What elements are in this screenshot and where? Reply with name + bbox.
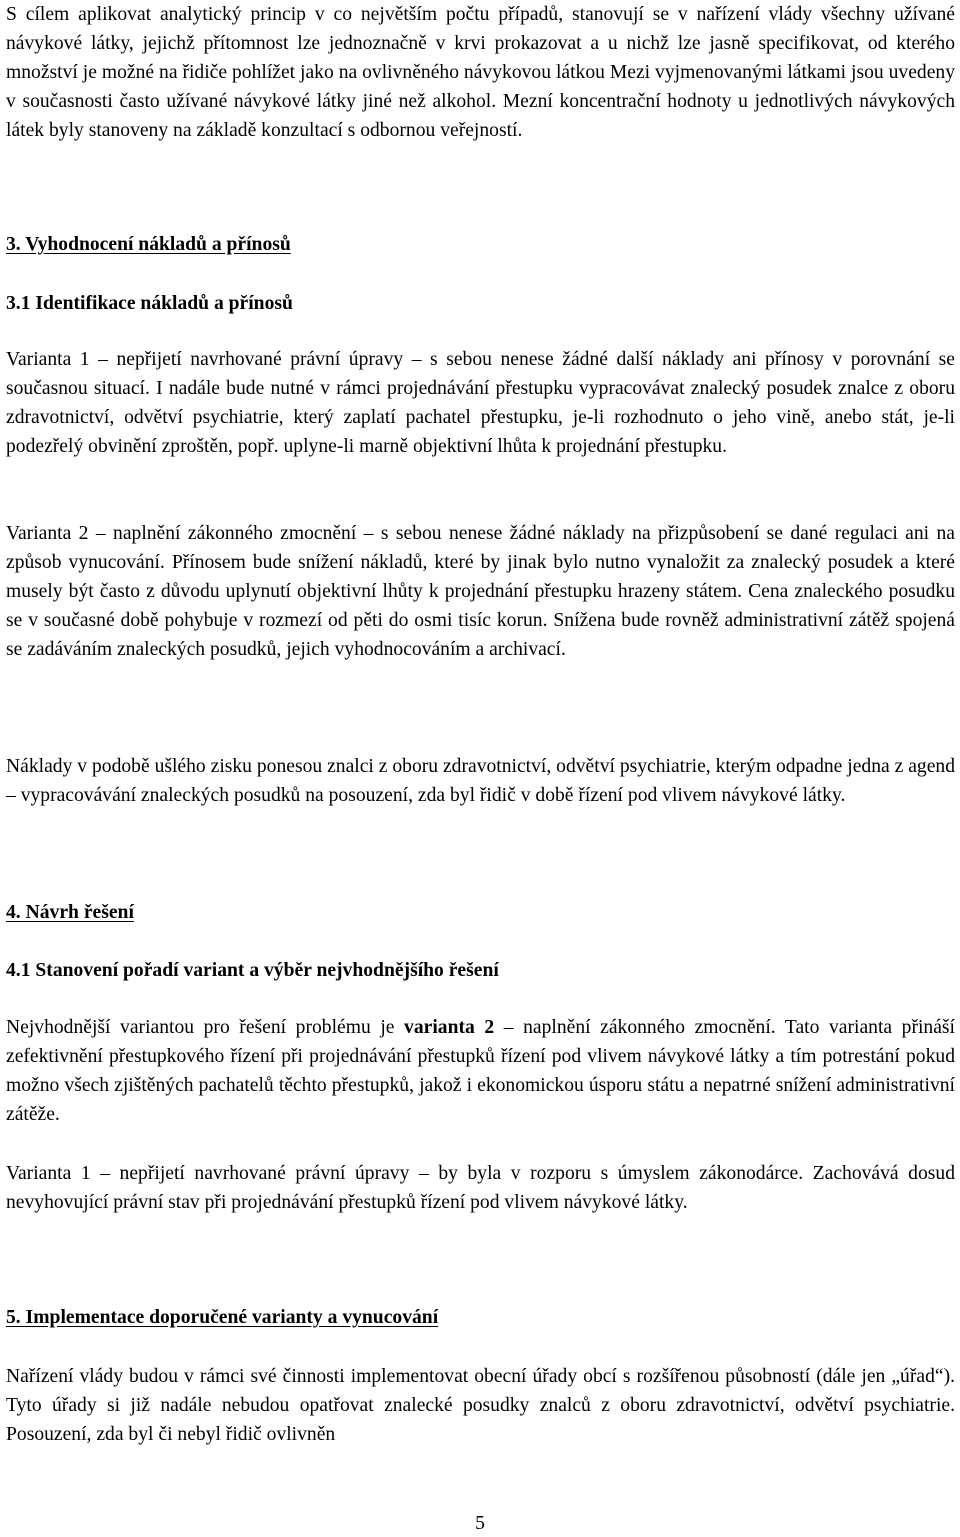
section-4-paragraph-2: Varianta 1 – nepřijetí navrhované právní úpravy – by byla v rozporu s úmyslem zákonodárce. Zachovává dosud nevyhovující právní stav při projednávání přestupků řízení pod vlivem návykové látky. bbox=[6, 1163, 955, 1213]
section-3-paragraph-1: Varianta 1 – nepřijetí navrhované právní úpravy – s sebou nenese žádné další náklady ani přínosy v porovnání se současnou situací. I nadále bude nutné v rámci projednávání přestupku vypracovávat znalecký posudek znalce z oboru zdravotnictví, odvětví psychiatrie, který zaplatí pachatel přestupku, je-li rozhodnuto o jeho vině, anebo stát, je-li podezřelý obvinění zproštěn, popř. uplyne-li marně objektivní lhůta k projednání přestupku. bbox=[6, 349, 955, 457]
recommended-variant: varianta 2 bbox=[404, 1017, 495, 1038]
page-number: 5 bbox=[475, 1513, 485, 1534]
section-3-paragraph-3: Náklady v podobě ušlého zisku ponesou znalci z oboru zdravotnictví, odvětví psychiatrie, kterým odpadne jedna z agend – vypracovávání znaleckých posudků na posouzení, zda byl řidič v době řízení pod vlivem návykové látky. bbox=[6, 756, 955, 806]
section-3-paragraph-2: Varianta 2 – naplnění zákonného zmocnění – s sebou nenese žádné náklady na přizpůsobení se dané regulaci ani na způsob vynucování. Přínosem bude snížení nákladů, které by jinak bylo nutno vynaložit za znalecký posudek a které musely být často z důvodu uplynutí objektivní lhůty k projednání přestupku hrazeny státem. Cena znaleckého posudku se v současné době pohybuje v rozmezí od pěti do osmi tisíc korun. Snížena bude rovněž administrativní zátěž spojená se zadáváním znaleckých posudků, jejich vyhodnocováním a archivací. bbox=[6, 523, 955, 660]
section-3-heading: 3. Vyhodnocení nákladů a přínosů bbox=[6, 234, 291, 255]
section-5-heading: 5. Implementace doporučené varianty a vynucování bbox=[6, 1307, 439, 1328]
intro-paragraph: S cílem aplikovat analytický princip v co největším počtu případů, stanovují se v nařízení vlády všechny užívané návykové látky, jejichž přítomnost lze jednoznačně v krvi prokazovat a u nichž lze jasně specifikovat, od kterého množství je možné na řidiče pohlížet jako na ovlivněného návykovou látkou Mezi vyjmenovanými látkami jsou uvedeny v současnosti často užívané návykové látky jiné než alkohol. Mezní koncentrační hodnoty u jednotlivých návykových látek byly stanoveny na základě konzultací s odbornou veřejností. bbox=[6, 4, 955, 141]
section-4-heading: 4. Návrh řešení bbox=[6, 902, 134, 923]
section-4-1-subheading: 4.1 Stanovení pořadí variant a výběr nejvhodnějšího řešení bbox=[6, 960, 499, 981]
section-4-paragraph-1-rest: – naplnění zákonného zmocnění. Tato varianta přináší zefektivnění přestupkového řízení při projednávání přestupků řízení pod vlivem návykové látky a tím potrestání pokud možno všech zjištěných pachatelů těchto přestupků, jakož i ekonomickou úsporu státu a nepatrné snížení administrativní zátěže. bbox=[6, 1017, 955, 1125]
section-4-paragraph-1-lead: Nejvhodnější variantou pro řešení problému je bbox=[6, 1017, 405, 1038]
section-5-paragraph-1: Nařízení vlády budou v rámci své činnosti implementovat obecní úřady obcí s rozšířenou působností (dále jen „úřad“). Tyto úřady si již nadále nebudou opatřovat znalecké posudky znalců z oboru zdravotnictví, odvětví psychiatrie. Posouzení, zda byl či nebyl řidič ovlivněn bbox=[6, 1366, 955, 1445]
section-3-1-subheading: 3.1 Identifikace nákladů a přínosů bbox=[6, 293, 293, 314]
section-4-paragraph-1 bbox=[6, 1013, 955, 1129]
